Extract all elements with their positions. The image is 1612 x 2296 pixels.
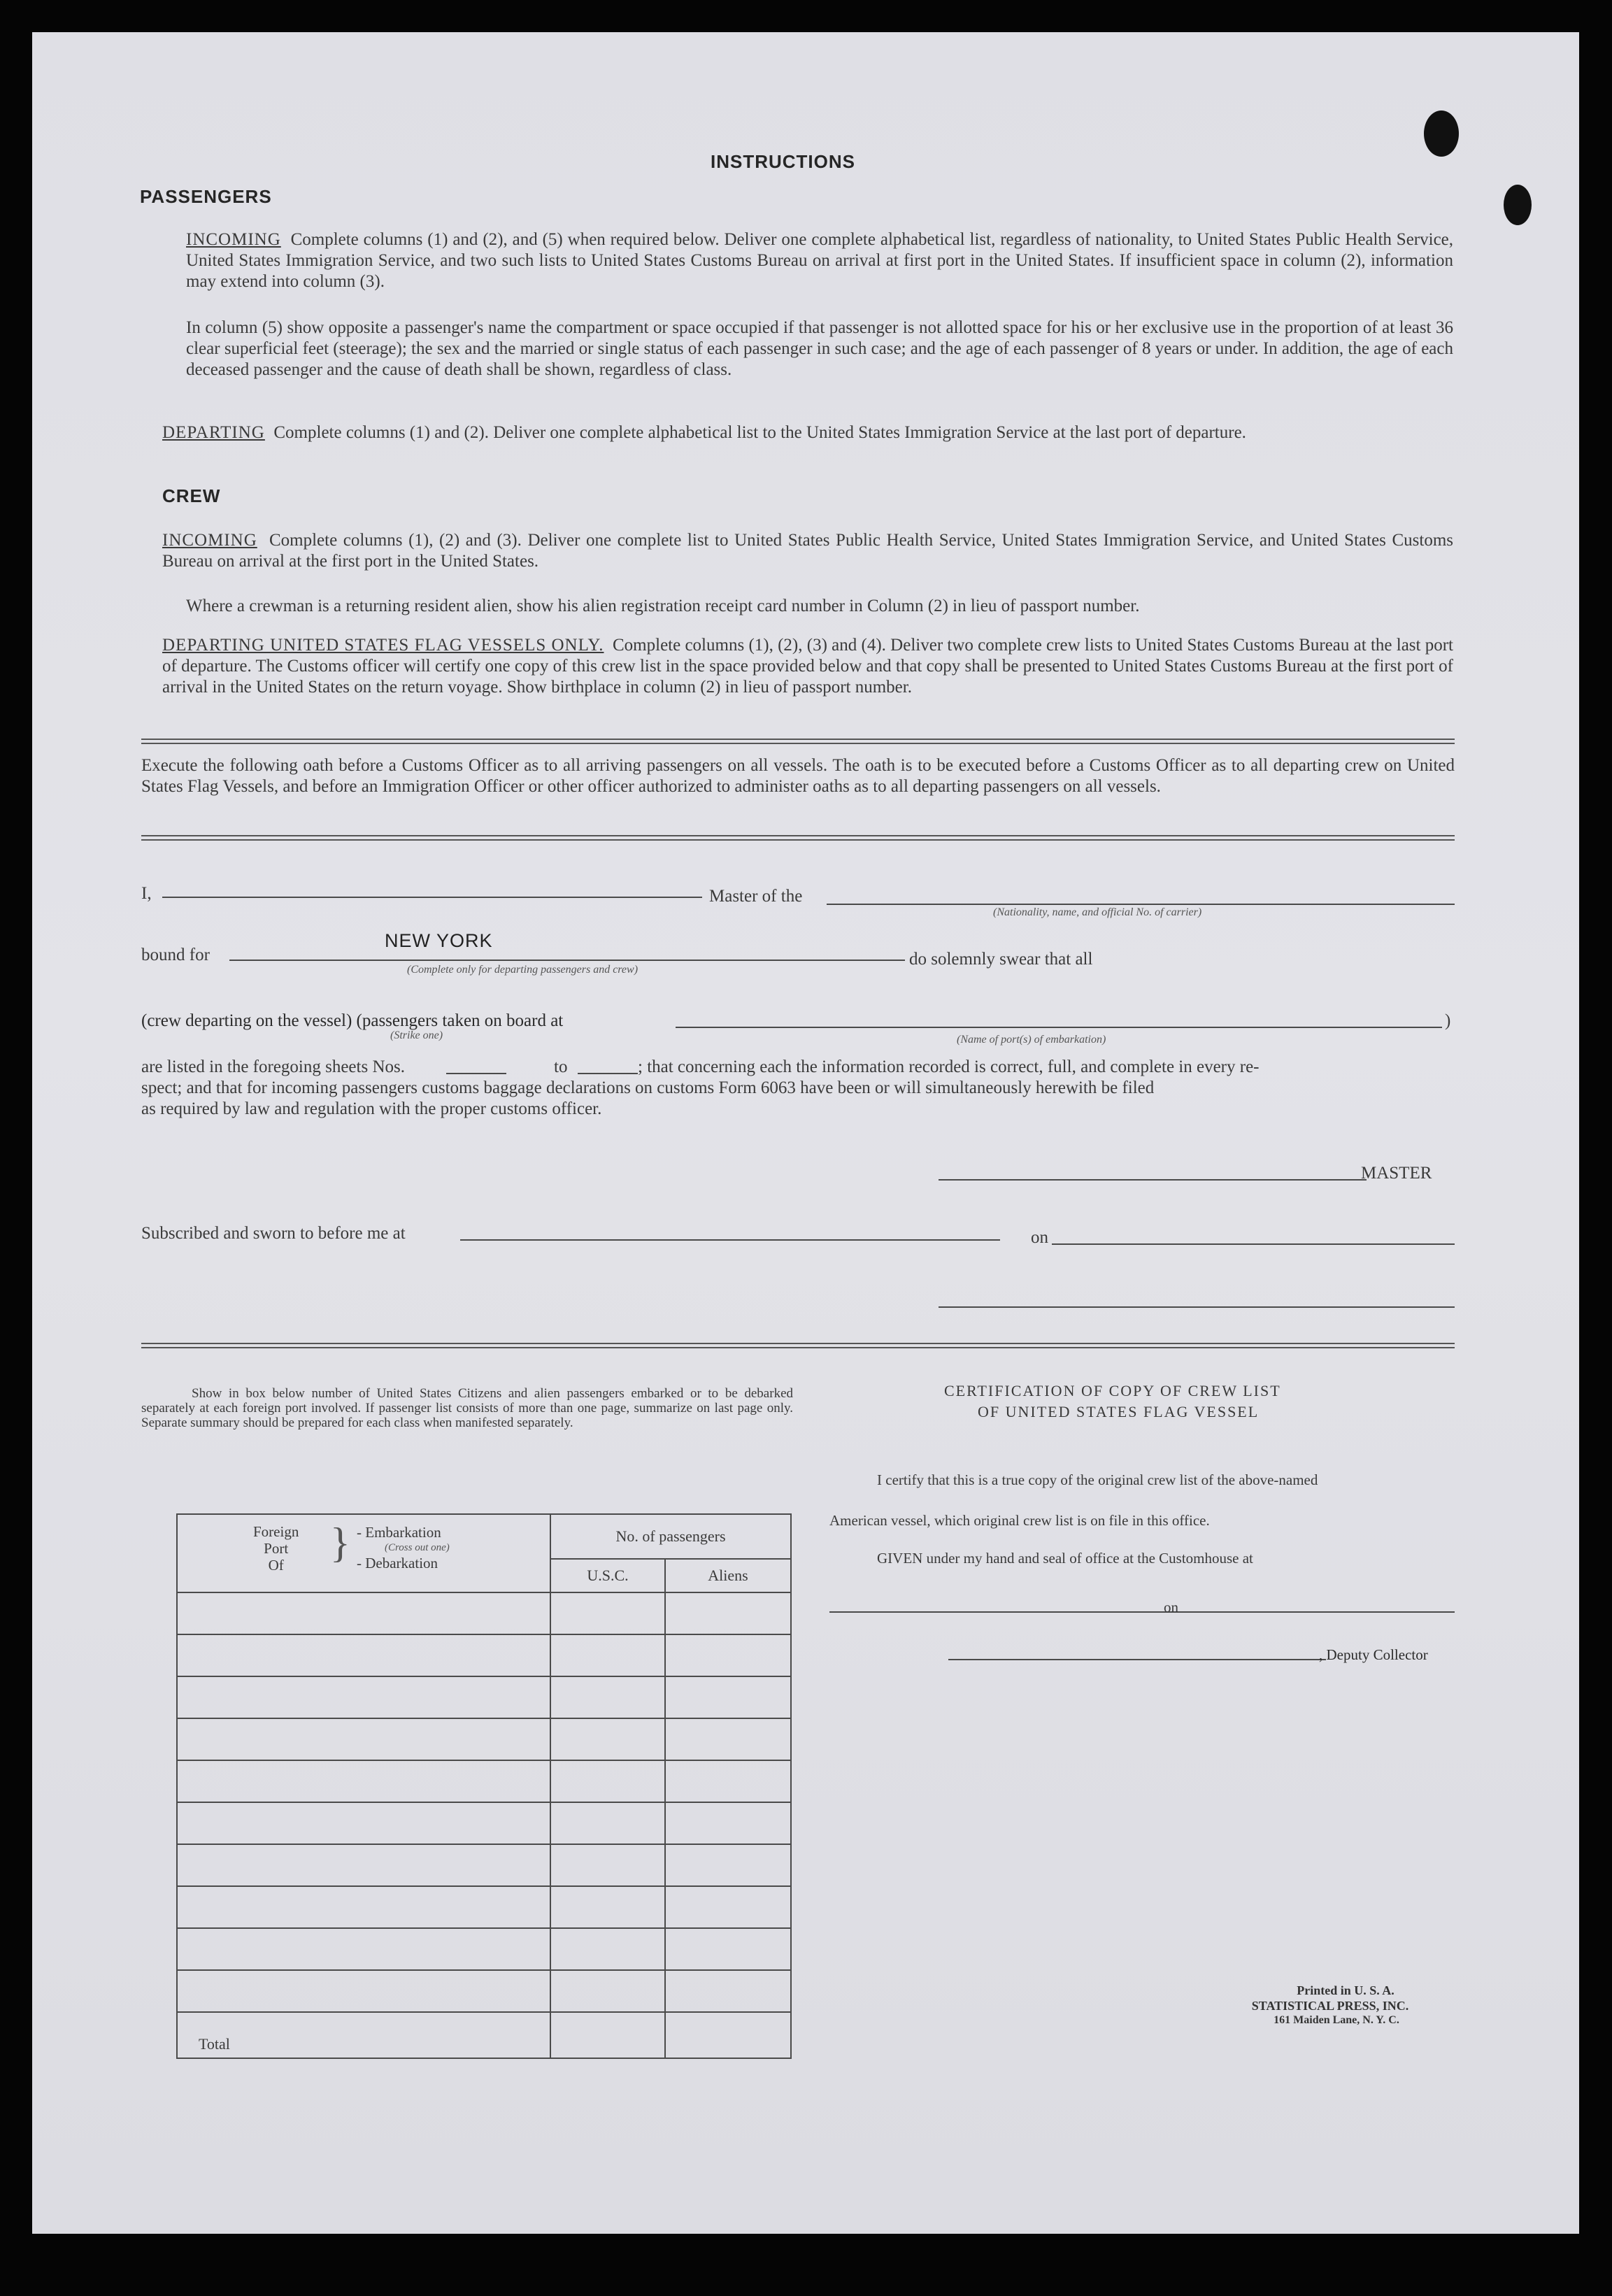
sheets-pre-text: are listed in the foregoing sheets Nos. (141, 1057, 405, 1076)
certification-title-line2: OF UNITED STATES FLAG VESSEL (978, 1403, 1260, 1420)
crew-resident-block (186, 596, 1453, 617)
passengers-column5-block (186, 318, 1453, 380)
certification-on-label: on (1164, 1599, 1178, 1616)
passengers-incoming-label: INCOMING (186, 230, 281, 249)
table-row (177, 1844, 791, 1886)
usc-total-cell[interactable] (550, 2012, 665, 2058)
subscribed-date-field[interactable] (1052, 1243, 1455, 1245)
passengers-departing-block (162, 422, 1453, 443)
port-cell[interactable] (177, 1592, 550, 1634)
crew-departing-text: Complete columns (1), (2), (3) and (4). Deliver two complete crew lists to United States Customs Bureau at the last port of departure. The Customs officer will certify one copy of this crew list in the space provided below and that copy shall be presented to United States Customs Bureau at the first port of arrival in the United States on the return voyage. Show birthplace in column (2) in lieu of passport number. (162, 636, 1454, 697)
aliens-cell[interactable] (665, 1844, 791, 1886)
no-passengers-header: No. of passengers (550, 1514, 791, 1559)
cross-caption: (Cross out one) (385, 1542, 450, 1553)
usc-cell[interactable] (550, 1802, 665, 1844)
sheets-line3-text: as required by law and regulation with the proper customs officer. (141, 1099, 602, 1118)
bound-for-value: NEW YORK (385, 930, 493, 951)
crew-departing-block (162, 635, 1453, 698)
port-cell[interactable] (177, 1802, 550, 1844)
bound-for-label: bound for (141, 946, 210, 964)
usc-cell[interactable] (550, 1970, 665, 2012)
bound-caption: (Complete only for departing passengers and crew) (407, 964, 639, 976)
aliens-cell[interactable] (665, 1760, 791, 1802)
passengers-incoming-block (186, 229, 1453, 292)
officer-signature-field[interactable] (939, 1306, 1455, 1308)
table-row (177, 1886, 791, 1928)
port-header-cell (177, 1514, 550, 1592)
passengers-departing-text: Complete columns (1) and (2). Deliver one complete alphabetical list to the United States Immigration Service at the last port of departure. (273, 423, 1246, 442)
swear-text: do solemnly swear that all (909, 950, 1093, 969)
total-label: Total (177, 2012, 550, 2058)
aliens-header: Aliens (665, 1559, 791, 1592)
instructions-title: INSTRUCTIONS (711, 151, 855, 172)
crew-departing-text: (crew departing on the vessel) (passengers taken on board at (141, 1011, 564, 1030)
certify-line1: I certify that this is a true copy of the original crew list of the above-named (877, 1471, 1318, 1488)
aliens-cell[interactable] (665, 1928, 791, 1970)
sheets-to-field[interactable] (578, 1073, 638, 1074)
bound-for-field[interactable] (229, 960, 905, 961)
crew-heading: CREW (162, 485, 221, 506)
port-label: Port (264, 1540, 289, 1557)
brace-icon: } (330, 1520, 350, 1566)
master-label: MASTER (1361, 1164, 1432, 1183)
certify-line2: American vessel, which original crew list is on file in this office. (829, 1512, 1210, 1529)
crew-resident-text: Where a crewman is a returning resident alien, show his alien registration receipt card number in Column (2) in lieu of passport number. (186, 597, 1140, 615)
close-paren: ) (1445, 1011, 1451, 1030)
port-cell[interactable] (177, 1844, 550, 1886)
debarkation-label: - Debarkation (357, 1555, 438, 1571)
subscribed-place-field[interactable] (460, 1239, 1000, 1241)
oath-i-label: I, (141, 884, 152, 903)
usc-cell[interactable] (550, 1592, 665, 1634)
usc-cell[interactable] (550, 1844, 665, 1886)
aliens-total-cell[interactable] (665, 2012, 791, 2058)
master-of-label: Master of the (709, 887, 803, 906)
aliens-cell[interactable] (665, 1718, 791, 1760)
port-cell[interactable] (177, 1886, 550, 1928)
carrier-field[interactable] (827, 904, 1455, 905)
foreign-label: Foreign (253, 1523, 299, 1540)
certification-date-field[interactable] (1185, 1611, 1455, 1613)
summary-note-text: Show in box below number of United States Citizens and alien passengers embarked or to be debarked separately at each foreign port involved. If passenger list consists of more than one page, summarize on last page only. Separate summary should be prepared for each class when manifested separately. (141, 1386, 793, 1430)
summary-note-block (141, 1386, 793, 1430)
sheets-from-field[interactable] (446, 1073, 506, 1074)
given-text: GIVEN under my hand and seal of office at the Customhouse at (877, 1550, 1253, 1567)
ink-stain-right (1504, 185, 1532, 225)
usc-cell[interactable] (550, 1928, 665, 1970)
usc-cell[interactable] (550, 1634, 665, 1676)
total-row (177, 2012, 791, 2058)
port-cell[interactable] (177, 1634, 550, 1676)
table-row (177, 1676, 791, 1718)
port-cell[interactable] (177, 1676, 550, 1718)
oath-intro-block (141, 755, 1455, 797)
usc-cell[interactable] (550, 1886, 665, 1928)
passengers-heading: PASSENGERS (140, 186, 272, 207)
aliens-cell[interactable] (665, 1634, 791, 1676)
embarkation-label: - Embarkation (357, 1524, 441, 1541)
certification-title-line1: CERTIFICATION OF COPY OF CREW LIST (944, 1382, 1281, 1399)
double-rule-2 (141, 835, 1455, 841)
aliens-cell[interactable] (665, 1886, 791, 1928)
oath-intro-text: Execute the following oath before a Customs Officer as to all arriving passengers on all vessels. The oath is to be executed before a Customs Officer as to all departing crew on United States Flag Vessels, and before an Immigration Officer or other officer authorized to administer oaths as to all departing passengers on all vessels. (141, 756, 1455, 796)
double-rule-1 (141, 739, 1455, 744)
crew-incoming-label: INCOMING (162, 531, 257, 550)
subscribed-on-label: on (1031, 1228, 1048, 1247)
passengers-incoming-text: Complete columns (1) and (2), and (5) when required below. Deliver one complete alphabetical list, regardless of nationality, to United States Public Health Service, United States Immigration Service, and two such lists to United States Customs Bureau on arrival at first port in the United States. If insufficient space in column (2), information may extend into column (3). (186, 230, 1454, 291)
usc-cell[interactable] (550, 1760, 665, 1802)
ink-stain-top-right (1424, 110, 1459, 157)
passengers-column5-text: In column (5) show opposite a passenger's name the compartment or space occupied if that passenger is not allotted space for his or her exclusive use in the proportion of at least 36 clear superficial feet (steerage); the sex and the married or single status of each passenger in such case; and the age of each passenger of 8 years or under. In addition, the age of each deceased passenger and the cause of death shall be shown, regardless of class. (186, 318, 1453, 379)
port-cell[interactable] (177, 1760, 550, 1802)
table-row (177, 1802, 791, 1844)
printer-line3: 161 Maiden Lane, N. Y. C. (1274, 2014, 1399, 2026)
sheets-to-label: to (554, 1057, 568, 1076)
form-page (32, 32, 1579, 2234)
aliens-cell[interactable] (665, 1676, 791, 1718)
master-name-field[interactable] (162, 897, 702, 898)
printer-line1: Printed in U. S. A. (1297, 1983, 1395, 1997)
crew-incoming-text: Complete columns (1), (2) and (3). Deliver one complete list to United States Public Health Service, United States Immigration Service, and United States Customs Bureau on arrival at the first port in the United States. (162, 531, 1454, 571)
strike-caption: (Strike one) (390, 1029, 443, 1041)
crew-incoming-block (162, 530, 1453, 572)
table-row (177, 1928, 791, 1970)
deputy-collector-label: , Deputy Collector (1319, 1646, 1428, 1663)
port-cell[interactable] (177, 1718, 550, 1760)
customhouse-field[interactable] (829, 1611, 1193, 1613)
table-row (177, 1634, 791, 1676)
crew-departing-label: DEPARTING UNITED STATES FLAG VESSELS ONLY. (162, 636, 604, 655)
printer-line2: STATISTICAL PRESS, INC. (1251, 1999, 1409, 2013)
usc-header: U.S.C. (550, 1559, 665, 1592)
sheets-line2-text: spect; and that for incoming passengers customs baggage declarations on customs Form 6063 have been or will simultaneously herewith be filed (141, 1078, 1155, 1097)
aliens-cell[interactable] (665, 1592, 791, 1634)
embark-caption: (Name of port(s) of embarkation) (957, 1034, 1106, 1046)
sheets-post-text: ; that concerning each the information recorded is correct, full, and complete in every re- (638, 1057, 1260, 1076)
table-row (177, 1970, 791, 2012)
of-label: Of (268, 1557, 284, 1574)
table-row (177, 1718, 791, 1760)
usc-cell[interactable] (550, 1676, 665, 1718)
embarkation-ports-field[interactable] (676, 1027, 1442, 1028)
passenger-summary-table (176, 1513, 792, 2059)
master-signature-field[interactable] (939, 1179, 1367, 1181)
table-row (177, 1592, 791, 1634)
deputy-collector-signature-field[interactable] (948, 1659, 1326, 1660)
port-cell[interactable] (177, 1970, 550, 2012)
port-cell[interactable] (177, 1928, 550, 1970)
usc-cell[interactable] (550, 1718, 665, 1760)
double-rule-3 (141, 1343, 1455, 1348)
carrier-caption: (Nationality, name, and official No. of carrier) (993, 906, 1202, 918)
passengers-departing-label: DEPARTING (162, 423, 265, 442)
aliens-cell[interactable] (665, 1802, 791, 1844)
aliens-cell[interactable] (665, 1970, 791, 2012)
subscribed-label: Subscribed and sworn to before me at (141, 1224, 406, 1243)
table-row (177, 1760, 791, 1802)
